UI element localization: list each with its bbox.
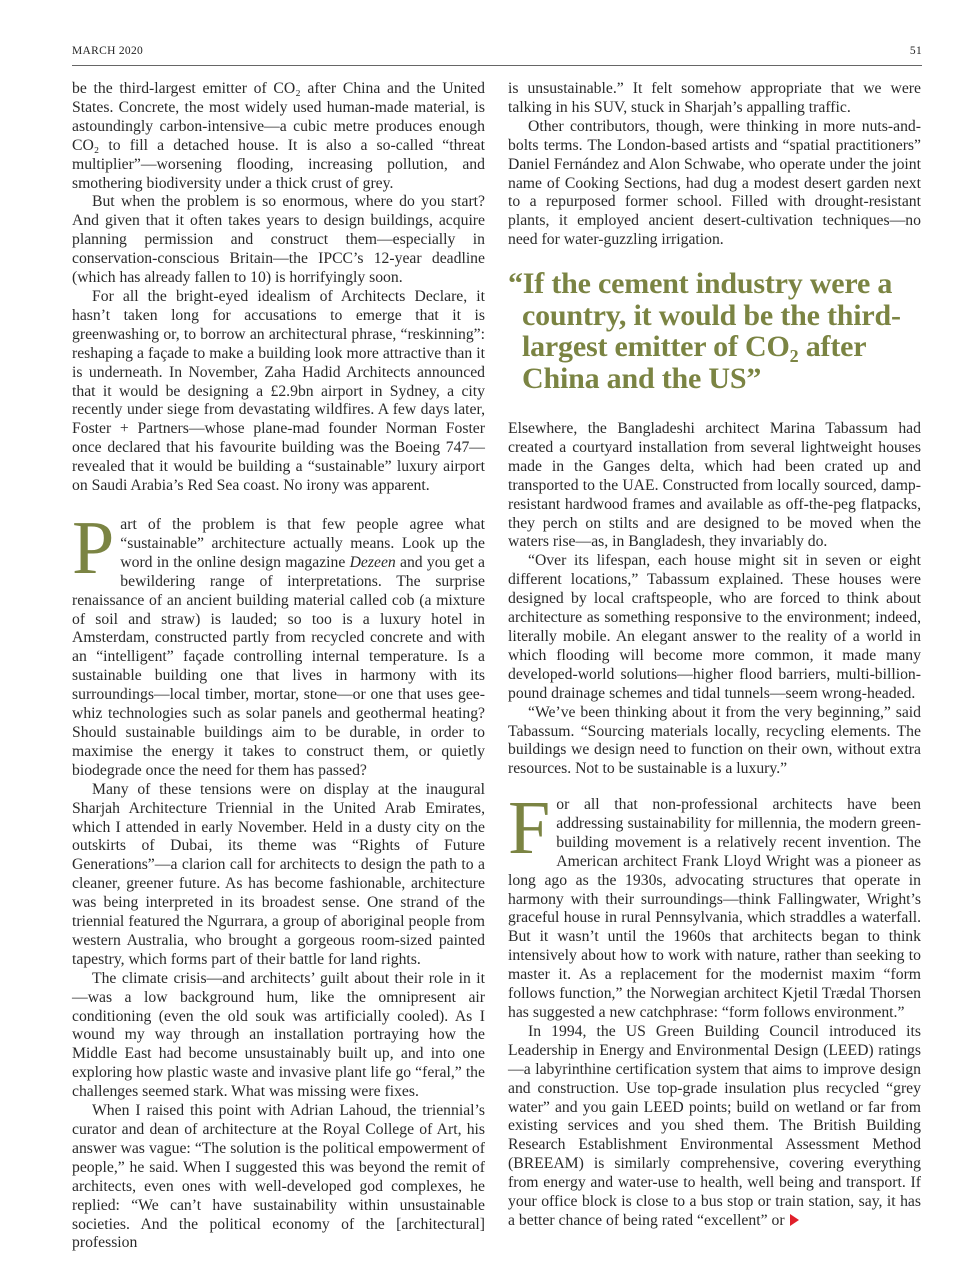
header-rule bbox=[72, 65, 922, 66]
paragraph: is unsustainable.” It felt somehow appropriate that we were talking in his SUV, stuck in Sharjah’s appalling traffic. bbox=[508, 80, 921, 116]
paragraph: Other contributors, though, were thinking in more nuts-and-bolts terms. The London-based artists and “spatial practitioners” Daniel Fernández and Alon Schwabe, who operate under the joint name of Cooking Sections, had dug a modest desert garden next to a repurposed former school. Filled with drought-resistant plants, it employed ancient desert-cultivation techniques—no need for water-guzzling irrigation. bbox=[508, 117, 921, 249]
page-number: 51 bbox=[909, 45, 922, 57]
paragraph: Elsewhere, the Bangladeshi architect Marina Tabassum had created a courtyard installation from several lightweight houses made in the Ganges delta, which had been crated up and transported to the UAE. Constructed from locally sourced, damp-resistant hardwood frames and available as off-the-peg flatpacks, they perch on stilts and are designed to be moved when the waters rise—as, in Bangladesh, they invariably do. bbox=[508, 420, 921, 551]
issue-date: MARCH 2020 bbox=[72, 45, 144, 57]
drop-cap: F bbox=[508, 786, 551, 870]
paragraph-dropcap bbox=[72, 506, 485, 781]
paragraph-dropcap bbox=[508, 786, 921, 1023]
paragraph: Many of these tensions were on display at the inaugural Sharjah Architecture Triennial in the United Arab Emirates, which I attended in early November. Held in a dusty city on the outskirts of Dubai, its theme was “Rights of Future Generations”—a clarion call for architects to design the path to a cleaner, greener future. As has become fashionable, architecture was being interpreted in its broadest sense. One strand of the triennial featured the Ngurrara, a group of aboriginal people from western Australia, who brought a gorgeous room-sized painted tapestry, which forms part of their battle for land rights. bbox=[72, 780, 485, 968]
pull-quote: “If the cement industry were a country, it would be the third-largest emitter of CO₂ after China and the US” bbox=[508, 267, 901, 395]
text: and you get a bewildering range of interpretations. The surprise renaissance of an ancient building material called cob (a mixture of soil and straw) is lauded; so too is a luxury hotel in Amsterdam, constructed partly from recycled concrete and with an “intelligent” façade controlling internal temperature. Is a sustainable building one that lives in harmony with its surroundings—local timber, mortar, stone—or one that uses gee-whiz technologies such as solar panels and geothermal heating? Should sustainable buildings aim to be durable, in order to maximise the energy it takes to construct them, or quietly biodegrade once the need for them has passed? bbox=[72, 553, 485, 779]
paragraph: “Over its lifespan, each house might sit in seven or eight different locations,” Tabassum explained. These houses were designed by local craftspeople, who are forced to think about architecture as something responsive to the environment; indeed, literally mobile. An elegant answer to the reality of a world in which flooding will become more common, it made many developed-world solutions—higher flood barriers, multi-billion-pound drainage schemes and tidal tunnels—seem wrong-headed. bbox=[508, 552, 921, 702]
text: art of the problem is that few people agree what “sustainable” architecture actually means. Look up the word in the online design magazine bbox=[120, 516, 485, 571]
paragraph: “We’ve been thinking about it from the very beginning,” said Tabassum. “Sourcing materials locally, recycling elements. The buildings we design need to function on their own, without extra resources. Not to be sustainable is a luxury.” bbox=[508, 703, 921, 778]
paragraph: The climate crisis—and architects’ guilt about their role in it—was a low background hum, like the omnipresent air conditioning (even the old souk was artificially cooled). As I wound my way through an installation portraying how the Middle East had become unsustainably built up, and into one exploring how plastic waste and invasive plant life go “feral,” the challenges seemed stark. What was missing were fixes. bbox=[72, 969, 485, 1101]
paragraph: For all the bright-eyed idealism of Architects Declare, it hasn’t taken long for accusations to emerge that it is greenwashing or, to borrow an architectural phrase, “reskinning”: reshaping a façade to make a building look more attractive than it is underneath. In November, Zaha Hadid Architects announced that it would be designing a £2.9bn airport in Sydney, a city recently under siege from devastating wildfires. A few days later, Foster + Partners—whose plane-mad founder Norman Foster once declared that his favourite building was the Boeing 747—revealed that it would be building a “sustainable” luxury airport on Saudi Arabia’s Red Sea coast. No irony was apparent. bbox=[72, 287, 485, 495]
right-column-bottom bbox=[508, 786, 921, 1231]
right-column-top bbox=[508, 80, 921, 250]
left-column-bottom bbox=[72, 506, 485, 1253]
magazine-name: Dezeen bbox=[349, 553, 396, 571]
left-column-top bbox=[72, 80, 485, 496]
paragraph: be the third-largest emitter of CO₂ after China and the United States. Concrete, the most widely used human-made material, is astoundingly carbon-intensive—a cubic metre produces enough CO₂ to fill a detached house. It is also a so-called “threat multiplier”—worsening flooding, increasing pollution, and smothering biodiversity under a thick crust of grey. bbox=[72, 80, 485, 192]
drop-cap: P bbox=[72, 506, 115, 590]
right-column-middle bbox=[508, 420, 921, 779]
text: In 1994, the US Green Building Council introduced its Leadership in Energy and Environmental Design (LEED) ratings—a labyrinthine certification system that aims to improve design and construction. Use top-grade insulation plus recycled “grey water” and you gain LEED points; build on wetland or far from existing services and you shed them. The British Building Research Establishment Environmental Assessment Method (BREEAM) is similarly comprehensive, covering everything from energy and water-use to health, well being and transport. If your office block is close to a bus stop or train station, say, it has a better chance of being rated “excellent” or bbox=[508, 1022, 921, 1229]
paragraph bbox=[508, 1023, 921, 1231]
paragraph: When I raised this point with Adrian Lahoud, the triennial’s curator and dean of architecture at the Royal College of Art, his answer was vague: “The solution is the political empowerment of people,” he said. When I suggested this was beyond the remit of architects, even ones with well-developed god complexes, he replied: “We can’t have sustainability within unsustainable societies. And the political economy of the [architectural] profession bbox=[72, 1102, 485, 1252]
text: or all that non-professional architects have been addressing sustainability for millennia, the modern green-building movement is a relatively recent invention. The American architect Frank Lloyd Wright was a pioneer as long ago as the 1930s, advocating structures that operate in harmony with their surroundings—think Fallingwater, Wright’s graceful house in rural Pennsylvania, which straddles a waterfall. But it wasn’t until the 1960s that architects began to think intensively about how to work with nature, rather than seeking to master it. As a replacement for the modernist maxim “form follows function,” the Norwegian architect Kjetil Trædal Thorsen has suggested a new catchphrase: “form follows environment.” bbox=[508, 796, 921, 1021]
continue-arrow-icon bbox=[790, 1214, 799, 1226]
paragraph: But when the problem is so enormous, where do you start? And given that it often takes years to design buildings, acquire planning permission and construct them—especially in conservation-conscious Britain—the IPCC’s 12-year deadline (which has already fallen to 10) is horrifyingly soon. bbox=[72, 193, 485, 287]
